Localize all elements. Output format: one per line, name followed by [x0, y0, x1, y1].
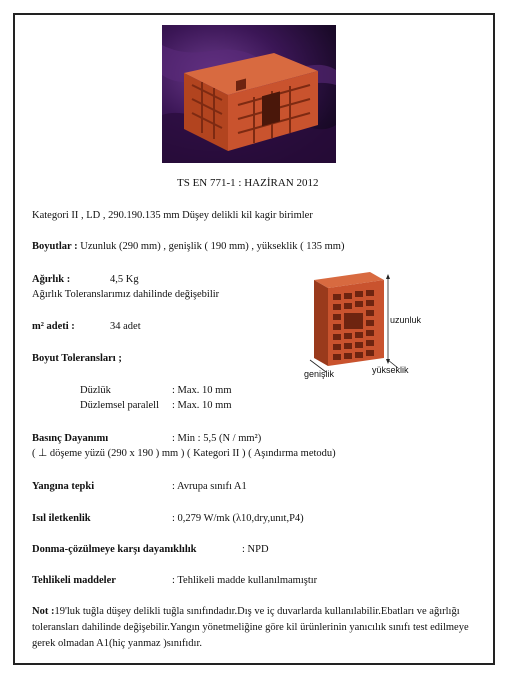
boyutlar-row	[32, 240, 344, 253]
kategori-line: Kategori II , LD , 290.190.135 mm Düşey delikli kil kagir birimler	[32, 210, 313, 221]
m2-value: 34 adet	[110, 321, 141, 332]
footnote	[32, 604, 480, 652]
tehlikeli-value: : Tehlikeli madde kullanılmamıştır	[172, 575, 318, 586]
tehlikeli-label: Tehlikeli maddeler	[32, 575, 116, 586]
standard-title: TS EN 771-1 : HAZİRAN 2012	[177, 177, 319, 189]
basinc-value: : Min : 5,5 (N / mm²)	[172, 433, 262, 444]
donma-label: Donma-çözülmeye karşı dayanıklılık	[32, 544, 197, 555]
brick-photo-icon	[162, 25, 336, 163]
donma-value: : NPD	[242, 544, 269, 555]
product-photo	[162, 25, 336, 163]
yangin-label: Yangına tepki	[32, 481, 95, 492]
duzluk-label: Düzlük	[80, 385, 111, 396]
basinc-note: ( ⊥ döşeme yüzü (290 x 190 ) mm ) ( Kategori II ) ( Aşındırma metodu)	[32, 448, 336, 459]
not-label: Not :	[32, 606, 55, 617]
agirlik-note: Ağırlık Toleranslarımız dahilinde değişebilir	[32, 289, 220, 300]
isil-value: : 0,279 W/mk (λ10,dry,unıt,P4)	[172, 513, 304, 524]
yukseklik-label: yükseklik	[372, 365, 409, 375]
boyutlar-label: Boyutlar :	[32, 241, 78, 252]
agirlik-value: 4,5 Kg	[110, 274, 139, 285]
m2-label: m² adeti :	[32, 321, 75, 332]
not-text: 19'luk tuğla düşey delikli tuğla sınıfındadır.Dış ve iç duvarlarda kullanılabilir.Ebatları ve ağırlığı toleransları dahilinde değişebilir.Yangın yönetmeliğine göre kil ürünlerinin yanıcılık sınıfı test edilmeye gerek olmadan A1(hiç yanmaz )sınıfıdır.	[32, 606, 469, 649]
duzlemsel-label: Düzlemsel paralell	[80, 400, 160, 411]
agirlik-label: Ağırlık :	[32, 274, 71, 285]
yangin-value: : Avrupa sınıfı A1	[172, 481, 247, 492]
duzluk-value: : Max. 10 mm	[172, 385, 232, 396]
basinc-label: Basınç Dayanımı	[32, 433, 109, 444]
isil-label: Isıl iletkenlik	[32, 513, 91, 524]
uzunluk-label: uzunluk	[390, 315, 422, 325]
duzlemsel-value: : Max. 10 mm	[172, 400, 232, 411]
genislik-label: genişlik	[304, 369, 335, 379]
boyut-toleranslari-label: Boyut Toleransları ;	[32, 353, 122, 364]
boyutlar-value: Uzunluk (290 mm) , genişlik ( 190 mm) , yükseklik ( 135 mm)	[80, 241, 345, 252]
